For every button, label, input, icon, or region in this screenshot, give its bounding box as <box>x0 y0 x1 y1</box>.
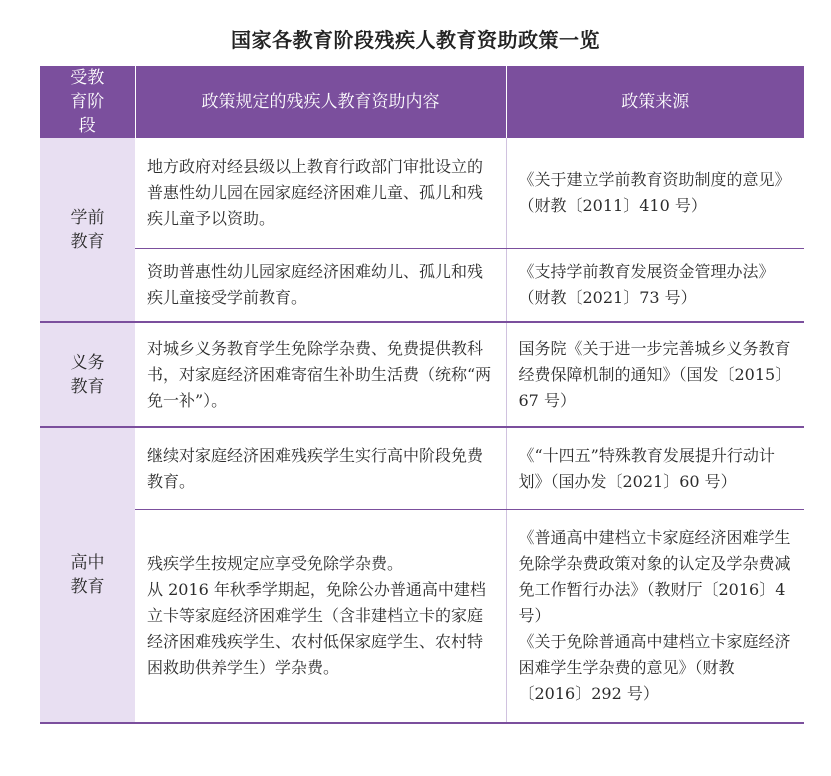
content-cell <box>135 510 506 724</box>
table-row <box>40 138 804 249</box>
source-cell: 《支持学前教育发展资金管理办法》（财教〔2021〕73 号） <box>506 249 804 323</box>
content-paragraph: 从 2016 年秋季学期起，免除公办普通高中建档立卡等家庭经济困难学生（含非建档立卡的家庭经济困难残疾学生、农村低保家庭学生、农村特困救助供养学生）学杂费。 <box>147 580 486 677</box>
header-row <box>40 66 804 138</box>
source-cell: 《“十四五”特殊教育发展提升行动计划》（国办发〔2021〕60 号） <box>506 427 804 510</box>
table-row <box>40 322 804 427</box>
table-row <box>40 249 804 323</box>
content-cell: 资助普惠性幼儿园家庭经济困难幼儿、孤儿和残疾儿童接受学前教育。 <box>135 249 506 323</box>
page-title: 国家各教育阶段残疾人教育资助政策一览 <box>231 28 600 52</box>
source-cell <box>506 510 804 724</box>
header-source: 政策来源 <box>506 66 804 138</box>
policy-table <box>40 66 804 724</box>
source-cell: 国务院《关于进一步完善城乡义务教育经费保障机制的通知》（国发〔2015〕67 号） <box>506 322 804 427</box>
source-paragraph: 《关于免除普通高中建档立卡家庭经济困难学生学杂费的意见》（财教〔2016〕292 号） <box>518 632 791 703</box>
source-paragraph: 《普通高中建档立卡家庭经济困难学生免除学杂费政策对象的认定及学杂费减免工作暂行办法》（教财厅〔2016〕4 号） <box>518 528 791 625</box>
header-stage: 受教育阶段 <box>40 66 135 138</box>
source-cell: 《关于建立学前教育资助制度的意见》（财教〔2011〕410 号） <box>506 138 804 249</box>
table-row <box>40 510 804 724</box>
stage-cell-preschool: 学前教育 <box>40 138 135 322</box>
table-body <box>40 138 804 723</box>
stage-cell-high-school: 高中教育 <box>40 427 135 723</box>
content-paragraph: 残疾学生按规定应享受免除学杂费。 <box>147 554 404 573</box>
content-cell: 地方政府对经县级以上教育行政部门审批设立的普惠性幼儿园在园家庭经济困难儿童、孤儿和残疾儿童予以资助。 <box>135 138 506 249</box>
header-content: 政策规定的残疾人教育资助内容 <box>135 66 506 138</box>
table-header <box>40 66 804 138</box>
content-cell: 对城乡义务教育学生免除学杂费、免费提供教科书，对家庭经济困难寄宿生补助生活费（统称“两免一补”）。 <box>135 322 506 427</box>
content-cell: 继续对家庭经济困难残疾学生实行高中阶段免费教育。 <box>135 427 506 510</box>
table-row <box>40 427 804 510</box>
stage-cell-compulsory: 义务教育 <box>40 322 135 427</box>
